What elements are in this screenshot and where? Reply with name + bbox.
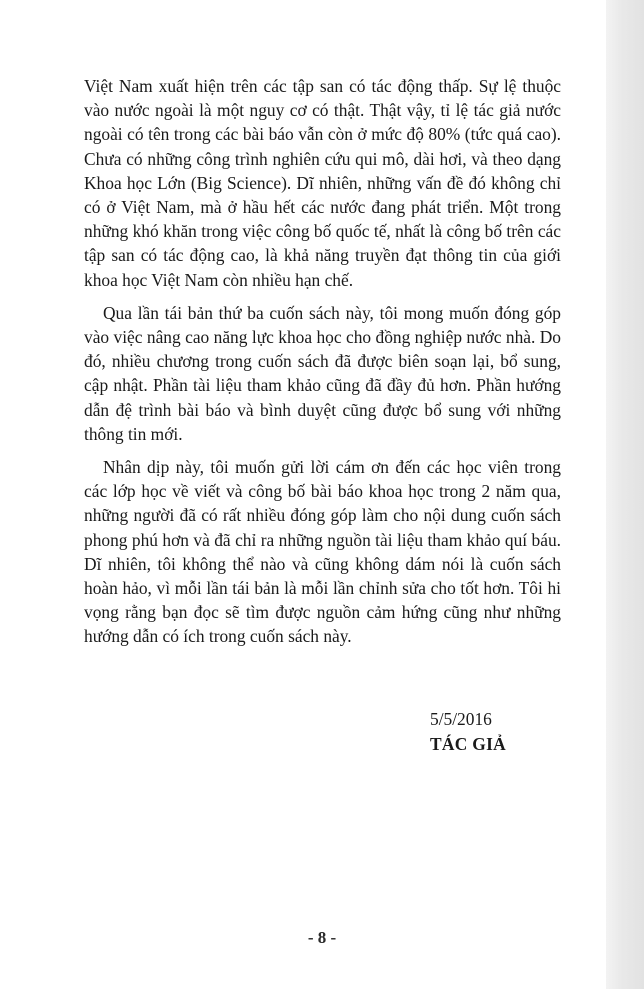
- signature-author: TÁC GIẢ: [430, 734, 507, 754]
- page-gutter-shadow: [606, 0, 644, 989]
- page-number: - 8 -: [307, 928, 337, 947]
- signature-date: 5/5/2016: [430, 709, 492, 729]
- paragraph-continued: Việt Nam xuất hiện trên các tập san có tác động thấp. Sự lệ thuộc vào nước ngoài là một nguy cơ có thật. Thật vậy, tỉ lệ tác giả nước ngoài có tên trong các bài báo vẫn còn ở mức độ 80% (tức quá cao). Chưa có những công trình nghiên cứu qui mô, dài hơi, và theo dạng Khoa học Lớn (Big Science). Dĩ nhiên, những vấn đề đó không chỉ có ở Việt Nam, mà ở hầu hết các nước đang phát triển. Một trong những khó khăn trong việc công bố quốc tế, nhất là công bố trên các tập san có tác động cao, là khả năng truyền đạt thông tin của giới khoa học Việt Nam còn nhiều hạn chế.: [84, 76, 561, 290]
- paragraph-reprint: Qua lần tái bản thứ ba cuốn sách này, tôi mong muốn đóng góp vào việc nâng cao năng lực khoa học cho đồng nghiệp nước nhà. Do đó, nhiều chương trong cuốn sách đã được biên soạn lại, bổ sung, cập nhật. Phần tài liệu tham khảo cũng đã đầy đủ hơn. Phần hướng dẫn đệ trình bài báo và bình duyệt cũng được bổ sung với những thông tin mới.: [84, 302, 561, 444]
- body-text: [84, 74, 561, 658]
- paragraph-acknowledgement: Nhân dịp này, tôi muốn gửi lời cám ơn đến các học viên trong các lớp học về viết và công bố bài báo khoa học trong 2 năm qua, những người đã có rất nhiều đóng góp làm cho nội dung cuốn sách phong phú hơn và đã chỉ ra những nguồn tài liệu tham khảo quí báu. Dĩ nhiên, tôi không thể nào và cũng không dám nói là cuốn sách hoàn hảo, vì mỗi lần tái bản là mỗi lần chỉnh sửa cho tốt hơn. Tôi hi vọng rằng bạn đọc sẽ tìm được nguồn cảm hứng cũng như những hướng dẫn có ích trong cuốn sách này.: [84, 457, 561, 647]
- signature-block: [430, 707, 506, 757]
